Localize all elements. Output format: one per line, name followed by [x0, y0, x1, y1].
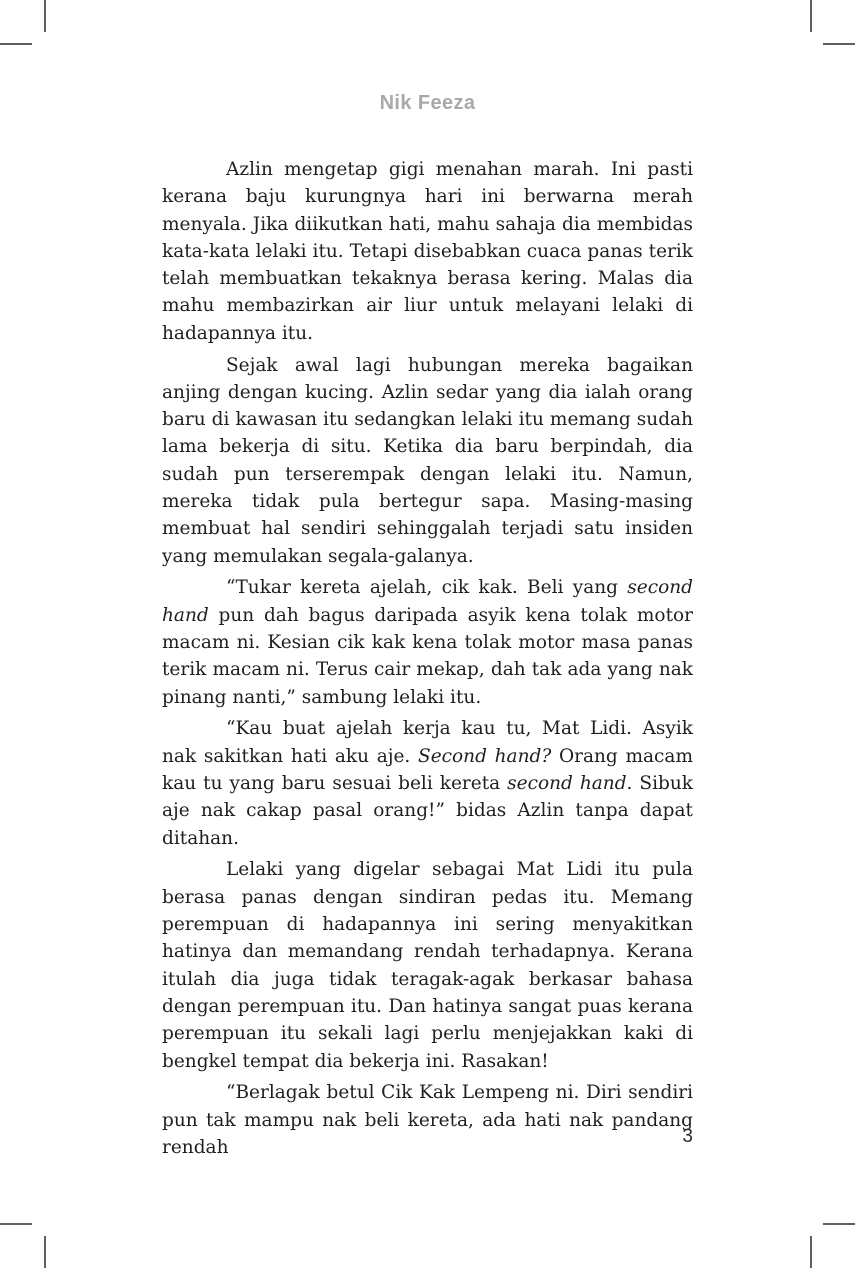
page-number: 3	[682, 1126, 693, 1147]
crop-mark-top-right-vertical	[810, 0, 812, 32]
italic-text-run: second hand	[162, 577, 693, 626]
paragraph	[162, 856, 693, 1074]
paragraph	[162, 715, 693, 851]
crop-mark-bottom-right-horizontal	[823, 1223, 855, 1225]
text-run: Sibuk aje nak cakap pasal orang!” bidas Azlin tanpa dapat ditahan.	[162, 773, 693, 849]
text-run: “Tukar kereta ajelah, cik kak. Beli yang	[226, 577, 628, 599]
text-run: Azlin mengetap gigi menahan marah. Ini pasti kerana baju kurungnya hari ini berwarna merah menyala. Jika diikutkan hati, mahu sahaja dia membidas kata-kata lelaki itu. Tetapi disebabkan cuaca panas terik telah membuatkan tekaknya berasa kering. Malas dia mahu membazirkan air liur untuk melayani lelaki di hadapannya itu.	[162, 159, 693, 344]
crop-mark-top-right-horizontal	[823, 43, 855, 45]
crop-mark-top-left-horizontal	[0, 43, 32, 45]
text-run: Lelaki yang digelar sebagai Mat Lidi itu pula berasa panas dengan sindiran pedas itu. Memang perempuan di hadapannya ini sering menyakitkan hatinya dan memandang rendah terhadapnya. Kerana itulah dia juga tidak teragak-agak berkasar bahasa dengan perempuan itu. Dan hatinya sangat puas kerana perempuan itu sekali lagi perlu menjejakkan kaki di bengkel tempat dia bekerja ini. Rasakan!	[162, 859, 693, 1072]
paragraph	[162, 1079, 693, 1161]
italic-text-run: Second hand?	[418, 745, 552, 767]
paragraph	[162, 574, 693, 710]
crop-mark-top-left-vertical	[44, 0, 46, 32]
text-block	[162, 156, 693, 1166]
text-run: pun dah bagus daripada asyik kena tolak motor macam ni. Kesian cik kak kena tolak motor masa panas terik macam ni. Terus cair mekap, dah tak ada yang nak pinang nanti,” sambung lelaki itu.	[162, 604, 693, 708]
crop-mark-bottom-left-horizontal	[0, 1223, 32, 1225]
text-run: Sejak awal lagi hubungan mereka bagaikan anjing dengan kucing. Azlin sedar yang dia ialah orang baru di kawasan itu sedangkan lelaki itu memang sudah lama bekerja di situ. Ketika dia baru berpindah, dia sudah pun terserempak dengan lelaki itu. Namun, mereka tidak pula bertegur sapa. Masing-masing membuat hal sendiri sehinggalah terjadi satu insiden yang memulakan segala-galanya.	[162, 354, 693, 567]
crop-mark-bottom-left-vertical	[44, 1236, 46, 1268]
text-run: “Kau buat ajelah kerja kau tu, Mat Lidi. Asyik nak sakitkan hati aku aje.	[162, 718, 693, 767]
crop-mark-bottom-right-vertical	[810, 1236, 812, 1268]
running-header: Nik Feeza	[379, 92, 476, 114]
paragraph	[162, 352, 693, 570]
text-run: “Berlagak betul Cik Kak Lempeng ni. Diri sendiri pun tak mampu nak beli kereta, ada hati nak pandang rendah	[162, 1082, 693, 1158]
text-run: Orang macam kau tu yang baru sesuai beli kereta	[162, 745, 693, 795]
italic-text-run: second hand.	[507, 773, 633, 795]
paragraph	[162, 156, 693, 347]
